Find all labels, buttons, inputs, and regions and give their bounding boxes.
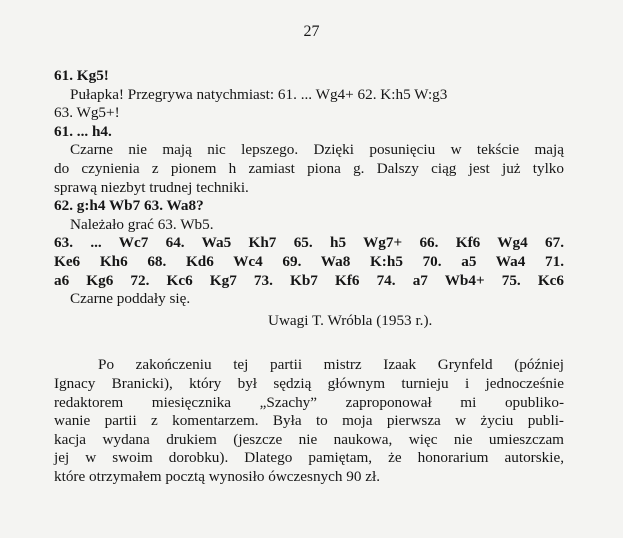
paragraph-gap: [54, 330, 564, 356]
chess-commentary: [54, 67, 564, 486]
black-comment-line: Czarne nie mają nic lepszego. Dzięki posunięciu w tekście mają: [70, 141, 564, 159]
final-sequence-line: Ke6 Kh6 68. Kd6 Wc4 69. Wa8 K:h5 70. a5 Wa4 71.: [54, 252, 564, 270]
move-61-white: 61. Kg5!: [54, 67, 109, 84]
final-sequence-line: 63. ... Wc7 64. Wa5 Kh7 65. h5 Wg7+ 66. Kf6 Wg4 67.: [54, 234, 564, 252]
narrative-line: jej w swoim dorobku). Dlatego pamiętam, że honorarium autorskie,: [54, 449, 564, 467]
narrative-line: Po zakończeniu tej partii mistrz Izaak Grynfeld (później: [98, 356, 564, 374]
trap-comment-end: 63. Wg5+!: [54, 104, 120, 122]
narrative-line: które otrzymałem pocztą wynosiło ówczesnych 90 zł.: [54, 467, 381, 485]
move-61-black: 61. ... h4.: [54, 122, 112, 140]
move-62-comment: Należało grać 63. Wb5.: [70, 215, 214, 233]
narrative-line: wanie partii z komentarzem. Była to moja pierwsza w życiu publi-: [54, 412, 564, 430]
attribution: Uwagi T. Wróbla (1953 r.).: [268, 311, 433, 329]
narrative-line: kacja wydana drukiem (jeszcze nie naukowa, więc nie umieszczam: [54, 430, 564, 448]
black-comment-line: sprawą niezbyt trudnej techniki.: [54, 178, 249, 196]
narrative-line: Ignacy Branicki), który był sędzią głównym turnieju i jednocześnie: [54, 374, 564, 392]
trap-comment: Pułapka! Przegrywa natychmiast: 61. ... Wg4+ 62. K:h5 W:g3: [70, 85, 448, 103]
final-sequence-line: a6 Kg6 72. Kc6 Kg7 73. Kb7 Kf6 74. a7 Wb4+ 75. Kc6: [54, 271, 564, 289]
black-comment-line: do czynienia z pionem h zamiast piona g. Dalszy ciąg jest już tylko: [54, 159, 564, 177]
page-number: 27: [303, 23, 320, 40]
narrative-line: redaktorem miesięcznika „Szachy” zaproponował mi opubliko-: [54, 393, 564, 411]
resignation: Czarne poddały się.: [70, 290, 191, 308]
move-62: 62. g:h4 Wb7 63. Wa8?: [54, 197, 204, 215]
